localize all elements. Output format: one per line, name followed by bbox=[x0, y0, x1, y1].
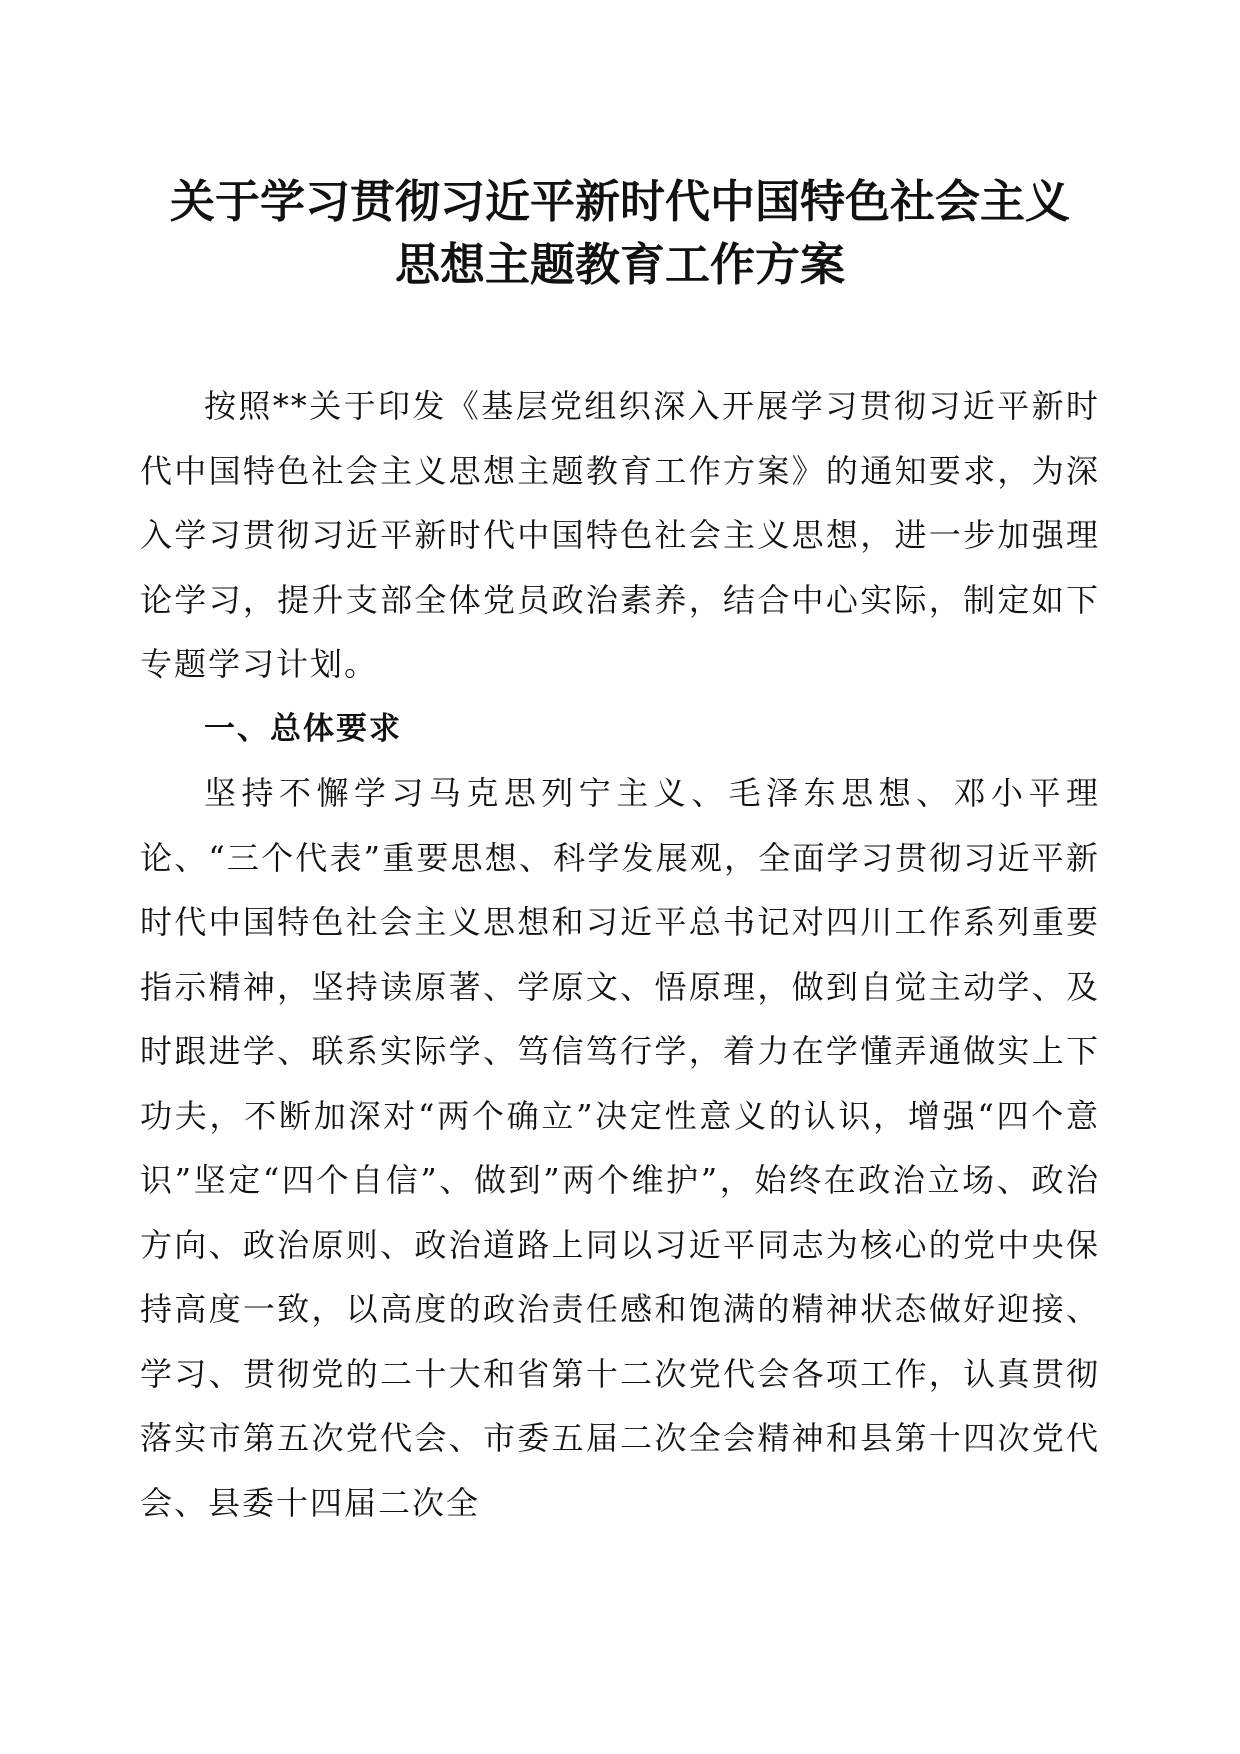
section-heading-general-requirements: 一、总体要求 bbox=[204, 710, 402, 747]
document-title bbox=[140, 170, 1100, 296]
general-requirements-paragraph: 坚持不懈学习马克思列宁主义、毛泽东思想、邓小平理论、“三个代表”重要思想、科学发展观，全面学习贯彻习近平新时代中国特色社会主义思想和习近平总书记对四川工作系列重要指示精神，坚持读原著、学原文、悟原理，做到自觉主动学、及时跟进学、联系实际学、笃信笃行学，着力在学懂弄通做实上下功夫，不断加深对“两个确立”决定性意义的认识，增强“四个意识”坚定“四个自信”、做到”两个维护”，始终在政治立场、政治方向、政治原则、政治道路上同以习近平同志为核心的党中央保持高度一致，以高度的政治责任感和饱满的精神状态做好迎接、学习、贯彻党的二十大和省第十二次党代会各项工作，认真贯彻落实市第五次党代会、市委五届二次全会精神和县第十四次党代会、县委十四届二次全 bbox=[140, 774, 1100, 1522]
document-body bbox=[140, 374, 1100, 1535]
title-line-2: 思想主题教育工作方案 bbox=[394, 238, 845, 291]
title-line-1: 关于学习贯彻习近平新时代中国特色社会主义 bbox=[169, 175, 1070, 228]
intro-paragraph: 按照**关于印发《基层党组织深入开展学习贯彻习近平新时代中国特色社会主义思想主题教育工作方案》的通知要求，为深入学习贯彻习近平新时代中国特色社会主义思想，进一步加强理论学习，提升支部全体党员政治素养，结合中心实际，制定如下专题学习计划。 bbox=[140, 387, 1100, 683]
